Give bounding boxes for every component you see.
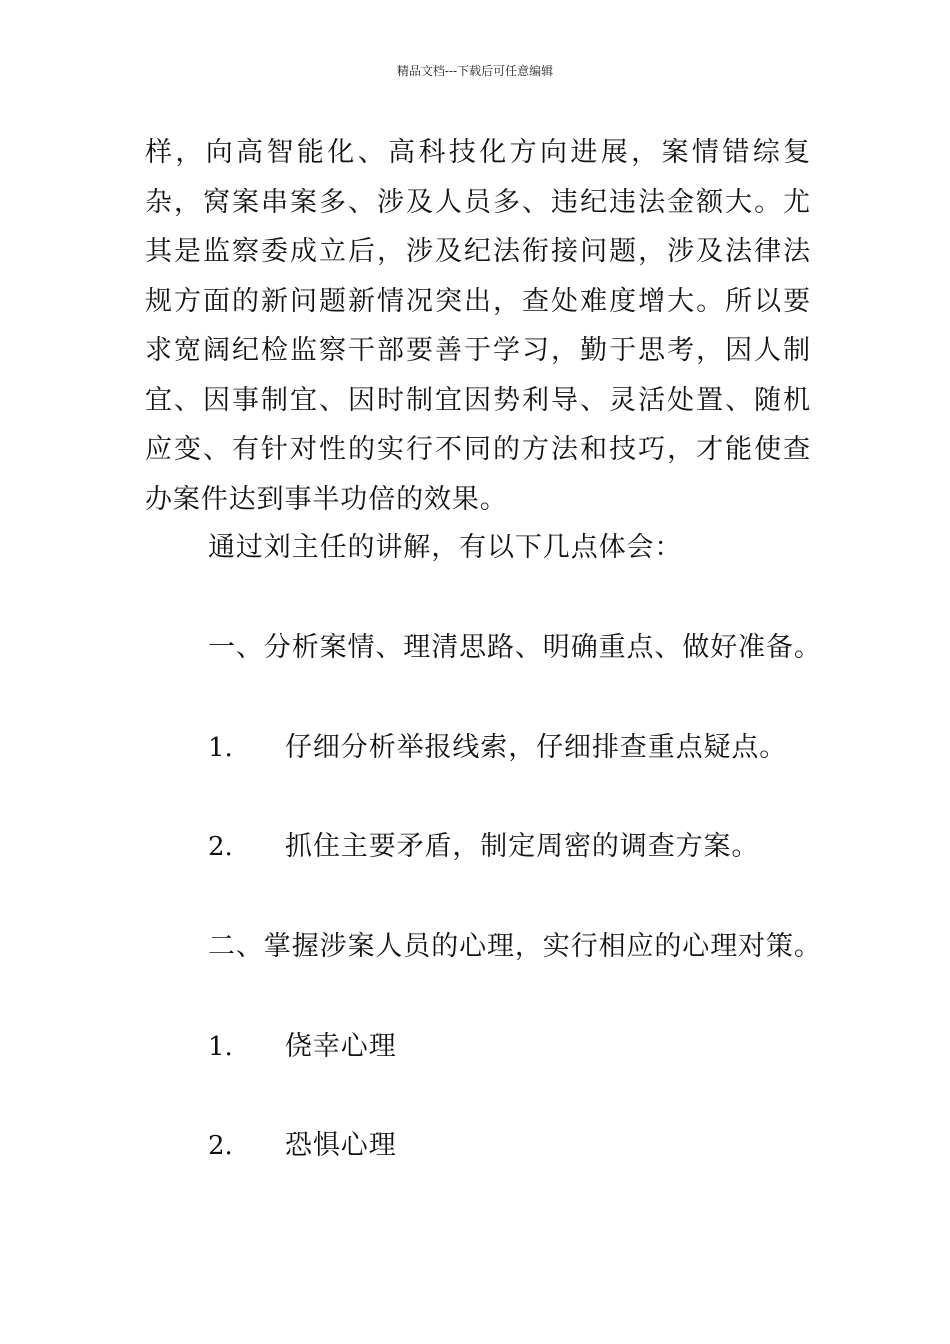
list-item-text: 恐惧心理 [285, 1130, 397, 1161]
list-item-number: 1. [208, 733, 233, 763]
list-item-number: 2. [208, 1131, 233, 1161]
list-item-text: 仔细分析举报线索，仔细排查重点疑点。 [285, 732, 788, 763]
page-header: 精品文档---下载后可任意编辑 [396, 64, 554, 78]
section-heading-2: 二、掌握涉案人员的心理，实行相应的心理对策。 [208, 931, 822, 962]
list-item-text: 侥幸心理 [285, 1031, 397, 1062]
intro-text: 通过刘主任的讲解，有以下几点体会： [208, 532, 683, 563]
body-paragraph: 样，向高智能化、高科技化方向进展，案情错综复杂，窝案串案多、涉及人员多、违纪违法金额大。尤其是监察委成立后，涉及纪法衔接问题，涉及法律法规方面的新问题新情况突出，查处难度增大。所以要求宽阔纪检监察干部要善于学习，勤于思考，因人制宜、因事制宜、因时制宜因势利导、灵活处置、随机应变、有针对性的实行不同的方法和技巧，才能使查办案件达到事半功倍的效果。 [145, 137, 811, 515]
list-item-number: 2. [208, 832, 233, 862]
list-item-text: 抓住主要矛盾，制定周密的调查方案。 [285, 831, 760, 862]
section-heading-1: 一、分析案情、理清思路、明确重点、做好准备。 [208, 632, 822, 663]
list-item-number: 1. [208, 1032, 233, 1062]
